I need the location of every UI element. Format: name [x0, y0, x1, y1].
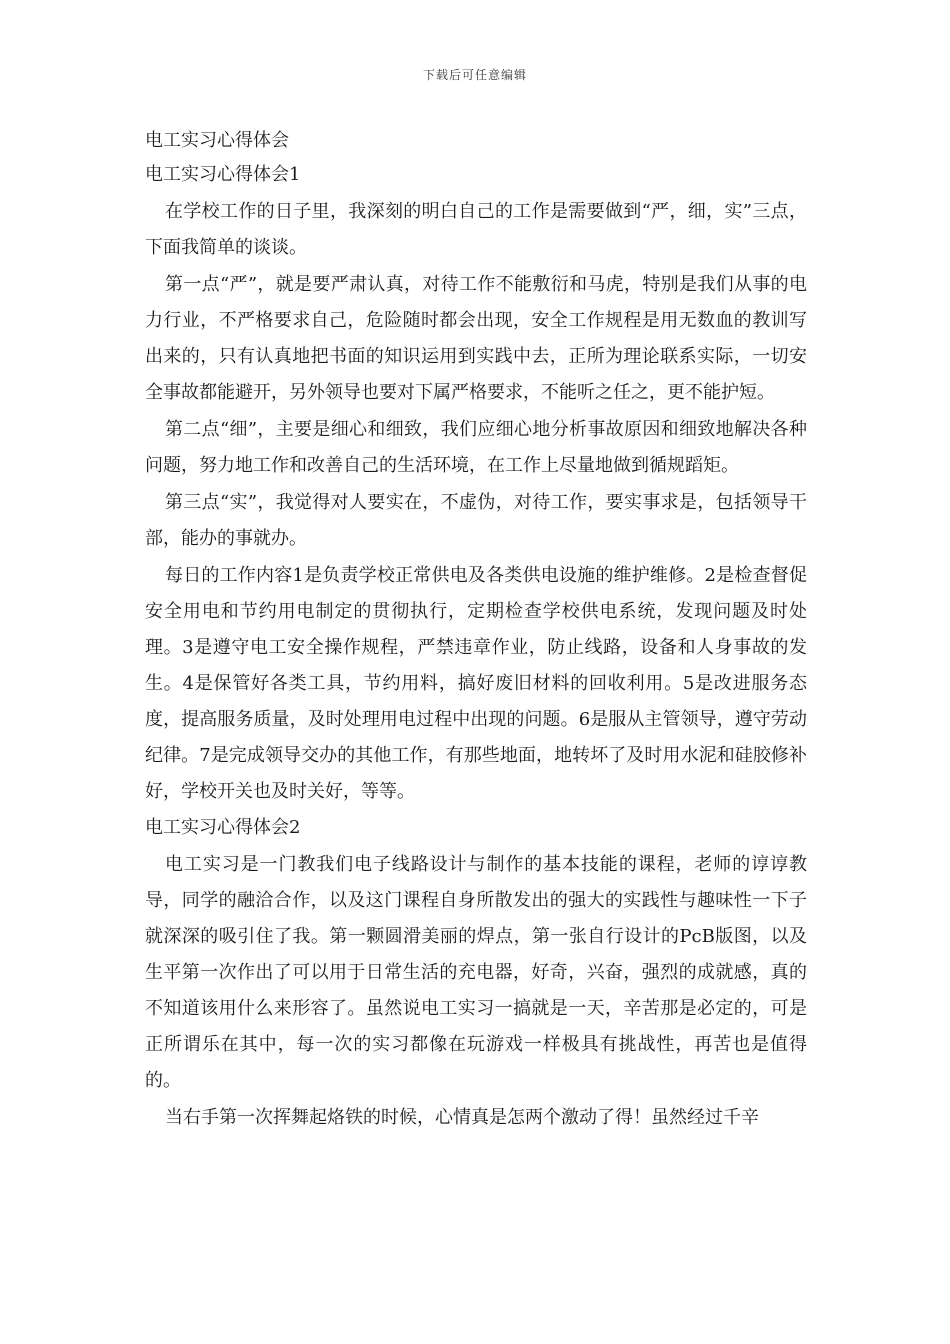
page-header-note: 下载后可任意编辑 — [422, 68, 527, 82]
paragraph: 第二点“细”，主要是细心和细致，我们应细心地分析事故原因和细致地解决各种问题，努力地工作和改善自己的生活环境，在工作上尽量地做到循规蹈矩。 — [145, 419, 807, 476]
paragraph: 电工实习是一门教我们电子线路设计与制作的基本技能的课程，老师的谆谆教导，同学的融洽合作，以及这门课程自身所散发出的强大的实践性与趣味性一下子就深深的吸引住了我。第一颗圆滑美丽的焊点，第一张自行设计的PcB版图，以及生平第一次作出了可以用于日常生活的充电器，好奇，兴奋，强烈的成就感，真的不知道该用什么来形容了。虽然说电工实习一搞就是一天，辛苦那是必定的，可是正所谓乐在其中，每一次的实习都像在玩游戏一样极具有挑战性，再苦也是值得的。 — [145, 854, 807, 1091]
paragraph: 在学校工作的日子里，我深刻的明白自己的工作是需要做到“严，细，实”三点，下面我简单的谈谈。 — [145, 201, 807, 258]
paragraph: 每日的工作内容1是负责学校正常供电及各类供电设施的维护维修。2是检查督促安全用电和节约用电制定的贯彻执行，定期检查学校供电系统，发现问题及时处理。3是遵守电工安全操作规程，严禁违章作业，防止线路，设备和人身事故的发生。4是保管好各类工具，节约用料，搞好废旧材料的回收利用。5是改进服务态度，提高服务质量，及时处理用电过程中出现的问题。6是服从主管领导，遵守劳动纪律。7是完成领导交办的其他工作，有那些地面，地转坏了及时用水泥和硅胶修补好，学校开关也及时关好，等等。 — [145, 565, 807, 802]
section-1-heading: 电工实习心得体会1 — [145, 164, 301, 185]
section-2-heading: 电工实习心得体会2 — [145, 817, 301, 838]
paragraph: 第三点“实”，我觉得对人要实在，不虚伪，对待工作，要实事求是，包括领导干部，能办的事就办。 — [145, 492, 807, 549]
paragraph: 第一点“严”，就是要严肃认真，对待工作不能敷衍和马虎，特别是我们从事的电力行业，不严格要求自己，危险随时都会出现，安全工作规程是用无数血的教训写出来的，只有认真地把书面的知识运用到实践中去，正所为理论联系实际，一切安全事故都能避开，另外领导也要对下属严格要求，不能听之任之，更不能护短。 — [145, 274, 807, 403]
document-body — [145, 124, 807, 1137]
paragraph: 当右手第一次挥舞起烙铁的时候，心情真是怎两个激动了得！虽然经过千辛 — [165, 1107, 759, 1128]
document-title: 电工实习心得体会 — [145, 130, 289, 151]
